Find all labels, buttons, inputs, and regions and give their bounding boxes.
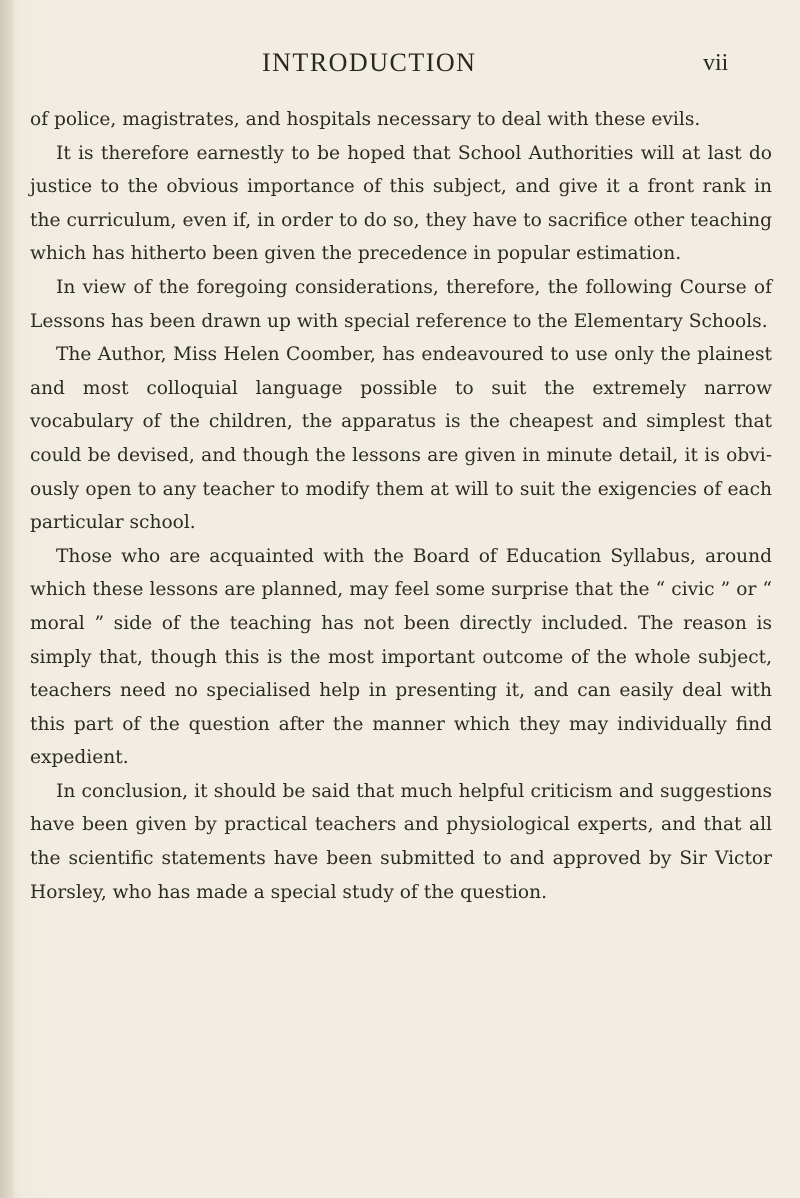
page-header	[0, 48, 800, 88]
paragraph-3: In view of the foregoing considerations, therefore, the following Course of Lessons has been drawn up with special reference to the Elementary Schools.	[30, 276, 772, 332]
paragraph-5: Those who are acquainted with the Board of Education Syllabus, around which these lessons are planned, may feel some surprise that the “ civic ” or “ moral ” side of the teaching has not been directly included. The reason is simply that, though this is the most important outcome of the whole subject, teachers need no specialised help in presenting it, and can easily deal with this part of the question after the manner which they may individually find expedient.	[30, 545, 772, 769]
running-head: INTRODUCTION	[262, 48, 477, 77]
paragraph-4: The Author, Miss Helen Coomber, has endeavoured to use only the plainest and most colloquial language possible to suit the extremely narrow vocabulary of the children, the apparatus is the cheapest and simplest that could be devised, and though the lessons are given in minute detail, it is obviously open to any teacher to modify them at will to suit the exigencies of each particular school.	[30, 344, 772, 534]
paragraph-1: of police, magistrates, and hospitals necessary to deal with these evils.	[30, 109, 701, 130]
body-text	[30, 103, 772, 909]
page-number: vii	[703, 50, 729, 76]
page-spine-shadow	[0, 0, 14, 1198]
paragraph-2: It is therefore earnestly to be hoped that School Authorities will at last do justice to the obvious importance of this subject, and give it a front rank in the curriculum, even if, in order to do so, they have to sacrifice other teaching which has hitherto been given the precedence in popular estimation.	[30, 142, 772, 265]
show-through-shadow	[220, 1138, 600, 1198]
paragraph-6: In conclusion, it should be said that much helpful criticism and suggestions have been given by practical teachers and physiological experts, and that all the scientific statements have been submitted to and approved by Sir Victor Horsley, who has made a special study of the question.	[30, 780, 772, 903]
